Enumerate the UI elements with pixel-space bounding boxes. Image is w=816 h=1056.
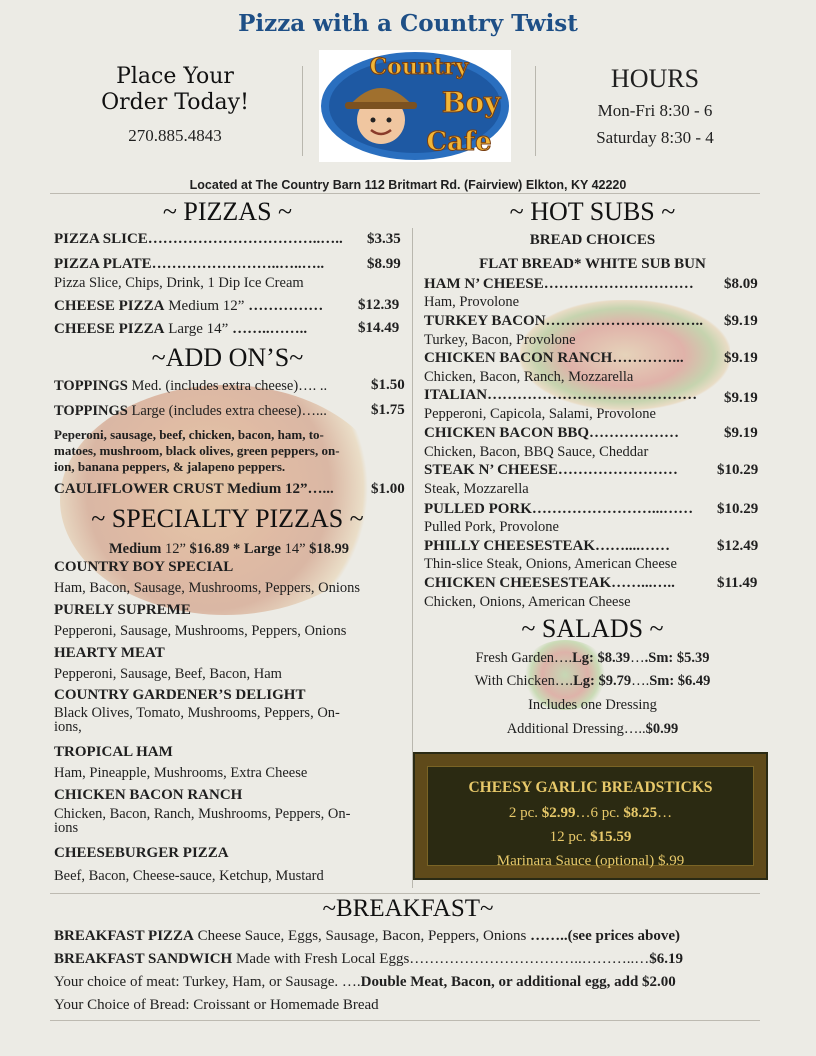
header-rule — [50, 193, 760, 194]
breakfast-sandwich: BREAKFAST SANDWICH Made with Fresh Local Eggs……………………………..………..…$6.19 — [54, 951, 684, 967]
sub-item-desc: Steak, Mozzarella — [424, 481, 529, 497]
pizza-plate-desc: Pizza Slice, Chips, Drink, 1 Dip Ice Cream — [54, 275, 304, 291]
sub-item-desc: Chicken, Bacon, Ranch, Mozzarella — [424, 369, 634, 385]
location-address: Located at The Country Barn 112 Britmart Rd. (Fairview) Elkton, KY 42220 — [189, 178, 627, 192]
additional-dressing: Additional Dressing…..$0.99 — [506, 721, 679, 737]
divider-right — [535, 66, 536, 156]
specialty-item-desc: ions — [54, 820, 79, 836]
pizza-plate-price: $8.99 — [367, 256, 401, 272]
pizza-plate-name: PIZZA PLATE……………………..…..….. — [54, 256, 325, 272]
hours-saturday: Saturday 8:30 - 4 — [596, 128, 714, 147]
salads-heading: ~ SALADS ~ — [521, 614, 664, 643]
pizza-slice-price: $3.35 — [367, 231, 401, 247]
sub-item-name: HAM N’ CHEESE………………………… — [424, 276, 694, 292]
sub-item-name: TURKEY BACON………………………….. — [424, 313, 704, 329]
breakfast-meat-choice: Your choice of meat: Turkey, Ham, or Sausage. ….Double Meat, Bacon, or additional egg, add $2.00 — [54, 974, 676, 990]
specialty-item-desc: ions, — [54, 719, 82, 735]
sub-item-price: $9.19 — [724, 425, 758, 441]
salad-dressing-note: Includes one Dressing — [528, 697, 657, 713]
toppings-medium-price: $1.50 — [371, 377, 405, 393]
toppings-medium: TOPPINGS Med. (includes extra cheese)…. .. — [54, 378, 328, 394]
phone-number: 270.885.4843 — [128, 126, 222, 145]
specialty-item-desc: Beef, Bacon, Cheese-sauce, Ketchup, Mustard — [54, 868, 324, 884]
toppings-large: TOPPINGS Large (includes extra cheese)…... — [54, 403, 327, 419]
addons-heading: ~ADD ON’S~ — [151, 343, 304, 372]
sub-item-price: $10.29 — [717, 462, 759, 478]
sub-item-price: $8.09 — [724, 276, 758, 292]
specialty-item-desc: Ham, Bacon, Sausage, Mushrooms, Peppers, Onions — [54, 580, 361, 596]
specialty-item-name: COUNTRY BOY SPECIAL — [54, 559, 234, 575]
specialty-item-name: HEARTY MEAT — [54, 645, 165, 661]
cauliflower-crust-price: $1.00 — [371, 481, 405, 497]
specialty-item-name: TROPICAL HAM — [54, 744, 173, 760]
specialty-sizes: Medium 12” $16.89 * Large 14” $18.99 — [108, 541, 350, 557]
cauliflower-crust: CAULIFLOWER CRUST Medium 12”…... — [54, 481, 334, 497]
logo-line-3: Cafe — [426, 127, 492, 157]
specialty-item-desc: Black Olives, Tomato, Mushrooms, Peppers, On- — [54, 705, 340, 721]
sub-item-name: CHICKEN BACON RANCH…………... — [424, 350, 684, 366]
sub-item-price: $11.49 — [717, 575, 758, 591]
place-order-heading: Place Your Order Today! — [101, 64, 249, 115]
sub-item-desc: Pepperoni, Capicola, Salami, Provolone — [424, 406, 656, 422]
breadsticks-title: CHEESY GARLIC BREADSTICKS — [468, 779, 713, 796]
sub-item-price: $9.19 — [724, 350, 758, 366]
specialty-item-desc: Pepperoni, Sausage, Beef, Bacon, Ham — [54, 666, 282, 682]
pizza-slice-name: PIZZA SLICE……………………………..….. — [54, 231, 343, 247]
hours-weekday: Mon-Fri 8:30 - 6 — [597, 101, 713, 120]
sub-item-desc: Turkey, Bacon, Provolone — [424, 332, 576, 348]
hot-subs-heading: ~ HOT SUBS ~ — [509, 197, 676, 226]
cheese-pizza-large-price: $14.49 — [358, 320, 400, 336]
logo-line-1: Country — [369, 54, 469, 80]
sub-item-name: CHICKEN BACON BBQ……………… — [424, 425, 680, 441]
cheese-pizza-medium-price: $12.39 — [358, 297, 400, 313]
sub-item-desc: Pulled Pork, Provolone — [424, 519, 559, 535]
breakfast-bread-choice: Your Choice of Bread: Croissant or Homemade Bread — [54, 997, 379, 1013]
sub-item-desc: Thin-slice Steak, Onions, American Cheese — [424, 556, 677, 572]
specialty-item-name: CHEESEBURGER PIZZA — [54, 845, 229, 861]
breadsticks-prices-1: 2 pc. $2.99…6 pc. $8.25… — [508, 805, 673, 821]
divider-left — [302, 66, 303, 156]
footer-rule — [50, 1020, 760, 1021]
breadsticks-marinara: Marinara Sauce (optional) $.99 — [496, 853, 685, 869]
toppings-list-2: matoes, mushroom, black olives, green peppers, on- — [54, 443, 340, 458]
sub-item-name: STEAK N’ CHEESE…………………… — [424, 462, 678, 478]
sub-item-price: $10.29 — [717, 501, 759, 517]
country-boy-cafe-logo — [319, 50, 511, 162]
breakfast-pizza: BREAKFAST PIZZA Cheese Sauce, Eggs, Sausage, Bacon, Peppers, Onions ……..(see prices above) — [54, 928, 681, 944]
specialty-item-desc: Ham, Pineapple, Mushrooms, Extra Cheese — [54, 765, 308, 781]
breadsticks-panel — [427, 766, 754, 869]
pizzas-heading: ~ PIZZAS ~ — [162, 197, 293, 226]
sub-item-price: $9.19 — [724, 313, 758, 329]
specialty-item-name: PURELY SUPREME — [54, 602, 191, 618]
bread-choices-label: BREAD CHOICES — [529, 232, 656, 248]
specialty-heading: ~ SPECIALTY PIZZAS ~ — [91, 504, 364, 533]
sub-item-desc: Ham, Provolone — [424, 294, 520, 310]
toppings-large-price: $1.75 — [371, 402, 405, 418]
cheese-pizza-large: CHEESE PIZZA Large 14” ……..…….. — [54, 321, 308, 337]
breadsticks-box — [413, 752, 768, 880]
specialty-item-desc: Pepperoni, Sausage, Mushrooms, Peppers, Onions — [54, 623, 347, 639]
sub-item-name: CHICKEN CHEESESTEAK……...….. — [424, 575, 675, 591]
toppings-list-1: Peperoni, sausage, beef, chicken, bacon, ham, to- — [54, 427, 324, 442]
sub-item-desc: Chicken, Onions, American Cheese — [424, 594, 631, 610]
sub-item-price: $12.49 — [717, 538, 759, 554]
breakfast-rule — [50, 893, 760, 894]
breakfast-heading: ~BREAKFAST~ — [322, 895, 494, 922]
specialty-item-desc: Chicken, Bacon, Ranch, Mushrooms, Peppers, On- — [54, 806, 351, 822]
sub-item-name: ITALIAN…………………………………… — [424, 387, 698, 403]
sub-item-desc: Chicken, Bacon, BBQ Sauce, Cheddar — [424, 444, 649, 460]
page-title: Pizza with a Country Twist — [238, 10, 578, 37]
sub-item-name: PHILLY CHEESESTEAK……....…… — [424, 538, 671, 554]
salad-with-chicken: With Chicken….Lg: $9.79….Sm: $6.49 — [474, 673, 711, 689]
sub-item-price: $9.19 — [724, 390, 758, 406]
logo-line-2: Boy — [441, 86, 501, 119]
breadsticks-prices-2: 12 pc. $15.59 — [549, 829, 632, 845]
toppings-list-3: ion, banana peppers, & jalapeno peppers. — [54, 459, 286, 474]
salad-fresh-garden: Fresh Garden….Lg: $8.39….Sm: $5.39 — [475, 650, 710, 666]
bread-types: FLAT BREAD* WHITE SUB BUN — [479, 256, 706, 272]
specialty-item-name: CHICKEN BACON RANCH — [54, 787, 243, 803]
cheese-pizza-medium: CHEESE PIZZA Medium 12” …………… — [54, 298, 324, 314]
specialty-item-name: COUNTRY GARDENER’S DELIGHT — [54, 687, 306, 703]
hours-heading: HOURS — [610, 64, 700, 93]
sub-item-name: PULLED PORK……………………...…… — [424, 501, 694, 517]
